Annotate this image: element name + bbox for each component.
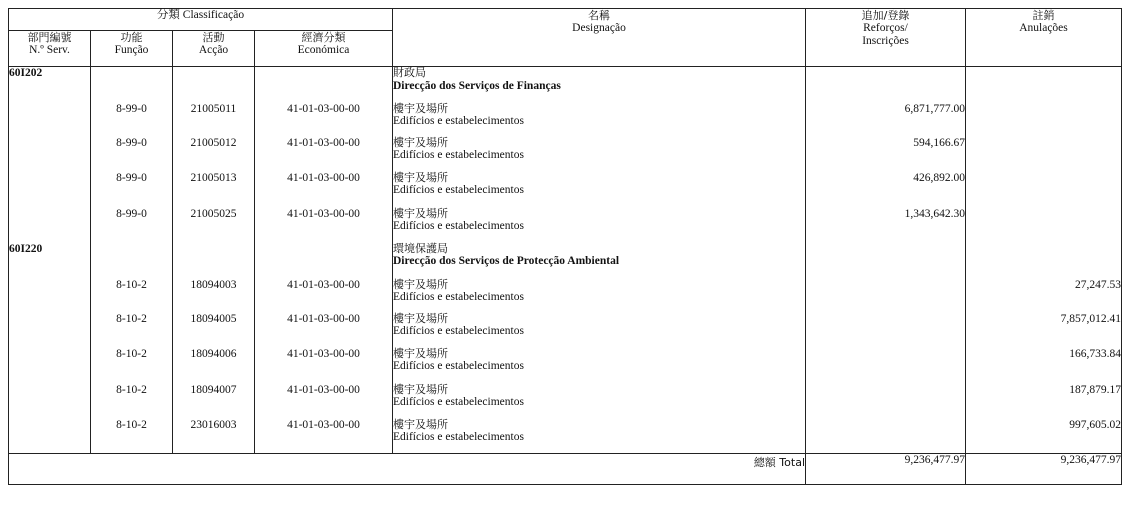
- action-pt: Acção: [198, 44, 229, 56]
- action-cell: 18094006: [173, 348, 255, 384]
- action-cell: 18094003: [173, 279, 255, 313]
- table-row: [9, 137, 1122, 172]
- function-pt: Função: [114, 44, 149, 56]
- designation-header: [393, 9, 806, 67]
- economic-pt: Económica: [297, 44, 350, 56]
- action-cell: 21005011: [173, 103, 255, 137]
- economic-cell: 41-01-03-00-00: [255, 172, 393, 208]
- reforco-cell: [806, 348, 966, 384]
- anulacao-cell: 27,247.53: [966, 279, 1122, 313]
- designation-zh-text: 樓宇及場所: [393, 346, 448, 360]
- designation-zh: 名稱: [588, 9, 610, 22]
- total-reforco: 9,236,477.97: [806, 454, 966, 485]
- total-anulacao: 9,236,477.97: [966, 454, 1122, 485]
- service-row: [9, 243, 1122, 279]
- designation-pt-text: Edifícios e estabelecimentos: [393, 149, 524, 161]
- economic-cell: 41-01-03-00-00: [255, 103, 393, 137]
- reforco-cell: 426,892.00: [806, 172, 966, 208]
- designation-cell: [393, 172, 806, 208]
- reforco-cell: 594,166.67: [806, 137, 966, 172]
- service-name-pt: Direcção dos Serviços de Protecção Ambiental: [393, 255, 620, 267]
- designation-cell: [393, 419, 806, 454]
- economic-header: [255, 31, 393, 67]
- total-label-text: 總額 Total: [753, 456, 805, 469]
- reforco-cell: [806, 279, 966, 313]
- economic-cell: 41-01-03-00-00: [255, 208, 393, 243]
- designation-pt-text: Edifícios e estabelecimentos: [393, 360, 524, 372]
- function-cell: 8-99-0: [91, 208, 173, 243]
- reforco-cell: 1,343,642.30: [806, 208, 966, 243]
- designation-zh-text: 樓宇及場所: [393, 382, 448, 396]
- anulacao-cell: 7,857,012.41: [966, 313, 1122, 348]
- function-header: [91, 31, 173, 67]
- designation-cell: [393, 208, 806, 243]
- function-cell: 8-10-2: [91, 313, 173, 348]
- service-name-zh: 財政局: [393, 66, 426, 79]
- designation-cell: [393, 103, 806, 137]
- dept-zh: 部門編號: [27, 31, 72, 44]
- function-cell: 8-10-2: [91, 419, 173, 454]
- table-row: [9, 313, 1122, 348]
- service-name: [393, 67, 806, 103]
- designation-cell: [393, 279, 806, 313]
- designation-pt: Designação: [572, 22, 626, 34]
- designation-zh-text: 樓宇及場所: [393, 206, 448, 220]
- designation-cell: [393, 313, 806, 348]
- function-cell: 8-99-0: [91, 172, 173, 208]
- economic-zh: 經濟分類: [301, 31, 346, 44]
- reforco-cell: 6,871,777.00: [806, 103, 966, 137]
- anulacao-cell: [966, 103, 1122, 137]
- action-cell: 21005012: [173, 137, 255, 172]
- anulacoes-zh: 註銷: [1032, 9, 1055, 22]
- service-name-pt: Direcção dos Serviços de Finanças: [393, 79, 561, 92]
- table-row: [9, 279, 1122, 313]
- designation-zh-text: 樓宇及場所: [393, 135, 448, 149]
- anulacao-cell: [966, 208, 1122, 243]
- service-code: 60I220: [9, 243, 91, 279]
- designation-pt-text: Edifícios e estabelecimentos: [393, 431, 524, 443]
- designation-pt-text: Edifícios e estabelecimentos: [393, 184, 524, 196]
- anulacao-cell: 997,605.02: [966, 419, 1122, 454]
- anulacao-cell: 187,879.17: [966, 384, 1122, 419]
- anulacao-cell: [966, 137, 1122, 172]
- action-cell: 21005025: [173, 208, 255, 243]
- designation-zh-text: 樓宇及場所: [393, 170, 448, 184]
- function-cell: 8-10-2: [91, 279, 173, 313]
- function-cell: 8-10-2: [91, 384, 173, 419]
- function-cell: 8-10-2: [91, 348, 173, 384]
- reforcos-zh: 追加/登錄: [861, 9, 910, 22]
- table-row: [9, 348, 1122, 384]
- action-cell: 23016003: [173, 419, 255, 454]
- table-row: [9, 208, 1122, 243]
- action-zh: 活動: [202, 31, 225, 44]
- designation-cell: [393, 348, 806, 384]
- anulacoes-pt: Anulações: [1019, 22, 1068, 34]
- designation-zh-text: 樓宇及場所: [393, 277, 448, 291]
- designation-cell: [393, 384, 806, 419]
- designation-pt-text: Edifícios e estabelecimentos: [393, 220, 524, 232]
- table-row: [9, 172, 1122, 208]
- table-row: [9, 384, 1122, 419]
- designation-pt-text: Edifícios e estabelecimentos: [393, 115, 524, 127]
- service-code: 60I202: [9, 67, 91, 103]
- reforco-cell: [806, 384, 966, 419]
- designation-zh-text: 樓宇及場所: [393, 311, 448, 325]
- classification-header: [9, 9, 393, 31]
- economic-cell: 41-01-03-00-00: [255, 419, 393, 454]
- economic-cell: 41-01-03-00-00: [255, 348, 393, 384]
- anulacao-cell: 166,733.84: [966, 348, 1122, 384]
- anulacao-cell: [966, 172, 1122, 208]
- service-name: [393, 243, 806, 279]
- budget-table: [8, 8, 1122, 485]
- table-row: [9, 419, 1122, 454]
- function-cell: 8-99-0: [91, 103, 173, 137]
- total-label: [9, 454, 806, 485]
- service-name-zh: 環境保護局: [393, 241, 448, 255]
- reforco-cell: [806, 419, 966, 454]
- economic-cell: 41-01-03-00-00: [255, 384, 393, 419]
- dept-pt: N.º Serv.: [29, 44, 70, 56]
- action-cell: 18094007: [173, 384, 255, 419]
- anulacoes-header: [966, 9, 1122, 67]
- reforcos-pt-1: Reforços/: [863, 22, 908, 34]
- service-row: [9, 67, 1122, 103]
- action-cell: 18094005: [173, 313, 255, 348]
- table-row: [9, 103, 1122, 137]
- designation-zh-text: 樓宇及場所: [393, 101, 448, 115]
- reforcos-header: [806, 9, 966, 67]
- dept-header: [9, 31, 91, 67]
- reforco-cell: [806, 313, 966, 348]
- classification-label: 分類 Classificação: [156, 9, 245, 21]
- function-zh: 功能: [120, 31, 143, 44]
- designation-pt-text: Edifícios e estabelecimentos: [393, 291, 524, 303]
- economic-cell: 41-01-03-00-00: [255, 137, 393, 172]
- designation-cell: [393, 137, 806, 172]
- designation-pt-text: Edifícios e estabelecimentos: [393, 396, 524, 408]
- economic-cell: 41-01-03-00-00: [255, 313, 393, 348]
- action-cell: 21005013: [173, 172, 255, 208]
- action-header: [173, 31, 255, 67]
- designation-zh-text: 樓宇及場所: [393, 417, 448, 431]
- total-row: [9, 454, 1122, 485]
- designation-pt-text: Edifícios e estabelecimentos: [393, 325, 524, 337]
- function-cell: 8-99-0: [91, 137, 173, 172]
- economic-cell: 41-01-03-00-00: [255, 279, 393, 313]
- reforcos-pt-2: Inscrições: [862, 35, 909, 47]
